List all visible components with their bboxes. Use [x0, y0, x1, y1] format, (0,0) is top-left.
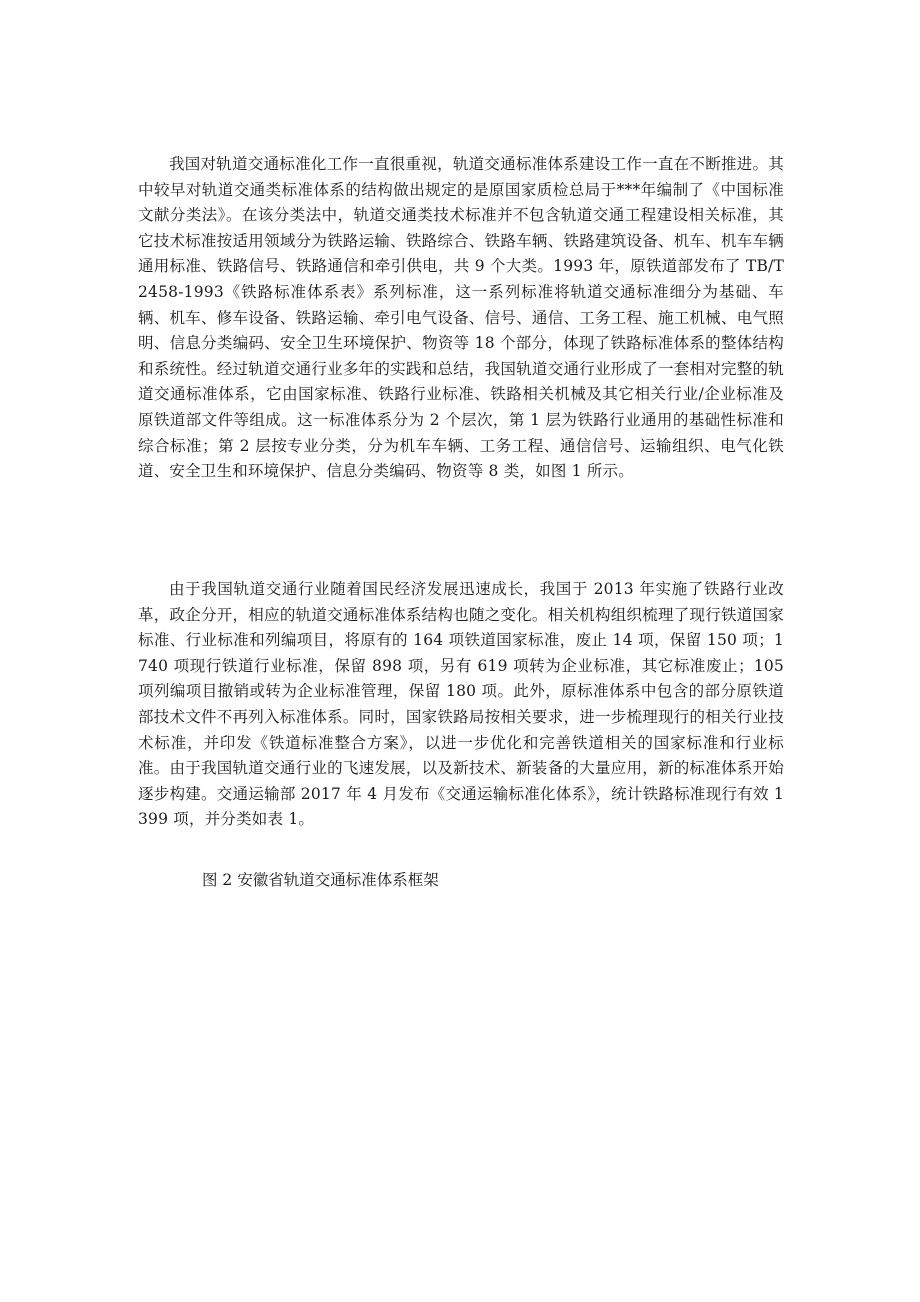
body-paragraph-1: 我国对轨道交通标准化工作一直很重视，轨道交通标准体系建设工作一直在不断推进。其中较早对轨道交通类标准体系的结构做出规定的是原国家质检总局于***年编制了《中国标准文献分类法》。在该分类法中，轨道交通类技术标准并不包含轨道交通工程建设相关标准，其它技术标准按适用领域分为铁路运输、铁路综合、铁路车辆、铁路建筑设备、机车、机车车辆通用标准、铁路信号、铁路通信和牵引供电，共 9 个大类。1993 年，原铁道部发布了 TB/T 2458-1993《铁路标准体系表》系列标准，这一系列标准将轨道交通标准细分为基础、车辆、机车、修车设备、铁路运输、牵引电气设备、信号、通信、工务工程、施工机械、电气照明、信息分类编码、安全卫生环境保护、物资等 18 个部分，体现了铁路标准体系的整体结构和系统性。经过轨道交通行业多年的实践和总结，我国轨道交通行业形成了一套相对完整的轨道交通标准体系，它由国家标准、铁路行业标准、铁路相关机械及其它相关行业/企业标准及原铁道部文件等组成。这一标准体系分为 2 个层次，第 1 层为铁路行业通用的基础性标准和综合标准；第 2 层按专业分类，分为机车车辆、工务工程、通信信号、运输组织、电气化铁道、安全卫生和环境保护、信息分类编码、物资等 8 类，如图 1 所示。 [138, 155, 784, 481]
body-paragraph-2: 由于我国轨道交通行业随着国民经济发展迅速成长，我国于 2013 年实施了铁路行业改革，政企分开，相应的轨道交通标准体系结构也随之变化。相关机构组织梳理了现行铁道国家标准、行业标准和列编项目，将原有的 164 项铁道国家标准，废止 14 项，保留 150 项；1740 项现行铁道行业标准，保留 898 项，另有 619 项转为企业标准，其它标准废止；105 项列编项目撤销或转为企业标准管理，保留 180 项。此外，原标准体系中包含的部分原铁道部技术文件不再列入标准体系。同时，国家铁路局按相关要求，进一步梳理现行的相关行业技术标准，并印发《铁道标准整合方案》，以进一步优化和完善铁道相关的国家标准和行业标准。由于我国轨道交通行业的飞速发展，以及新技术、新装备的大量应用，新的标准体系开始逐步构建。交通运输部 2017 年 4 月发布《交通运输标准化体系》，统计铁路标准现行有效 1399 项，并分类如表 1。 [138, 580, 784, 829]
figure-caption: 图 2 安徽省轨道交通标准体系框架 [202, 871, 439, 889]
